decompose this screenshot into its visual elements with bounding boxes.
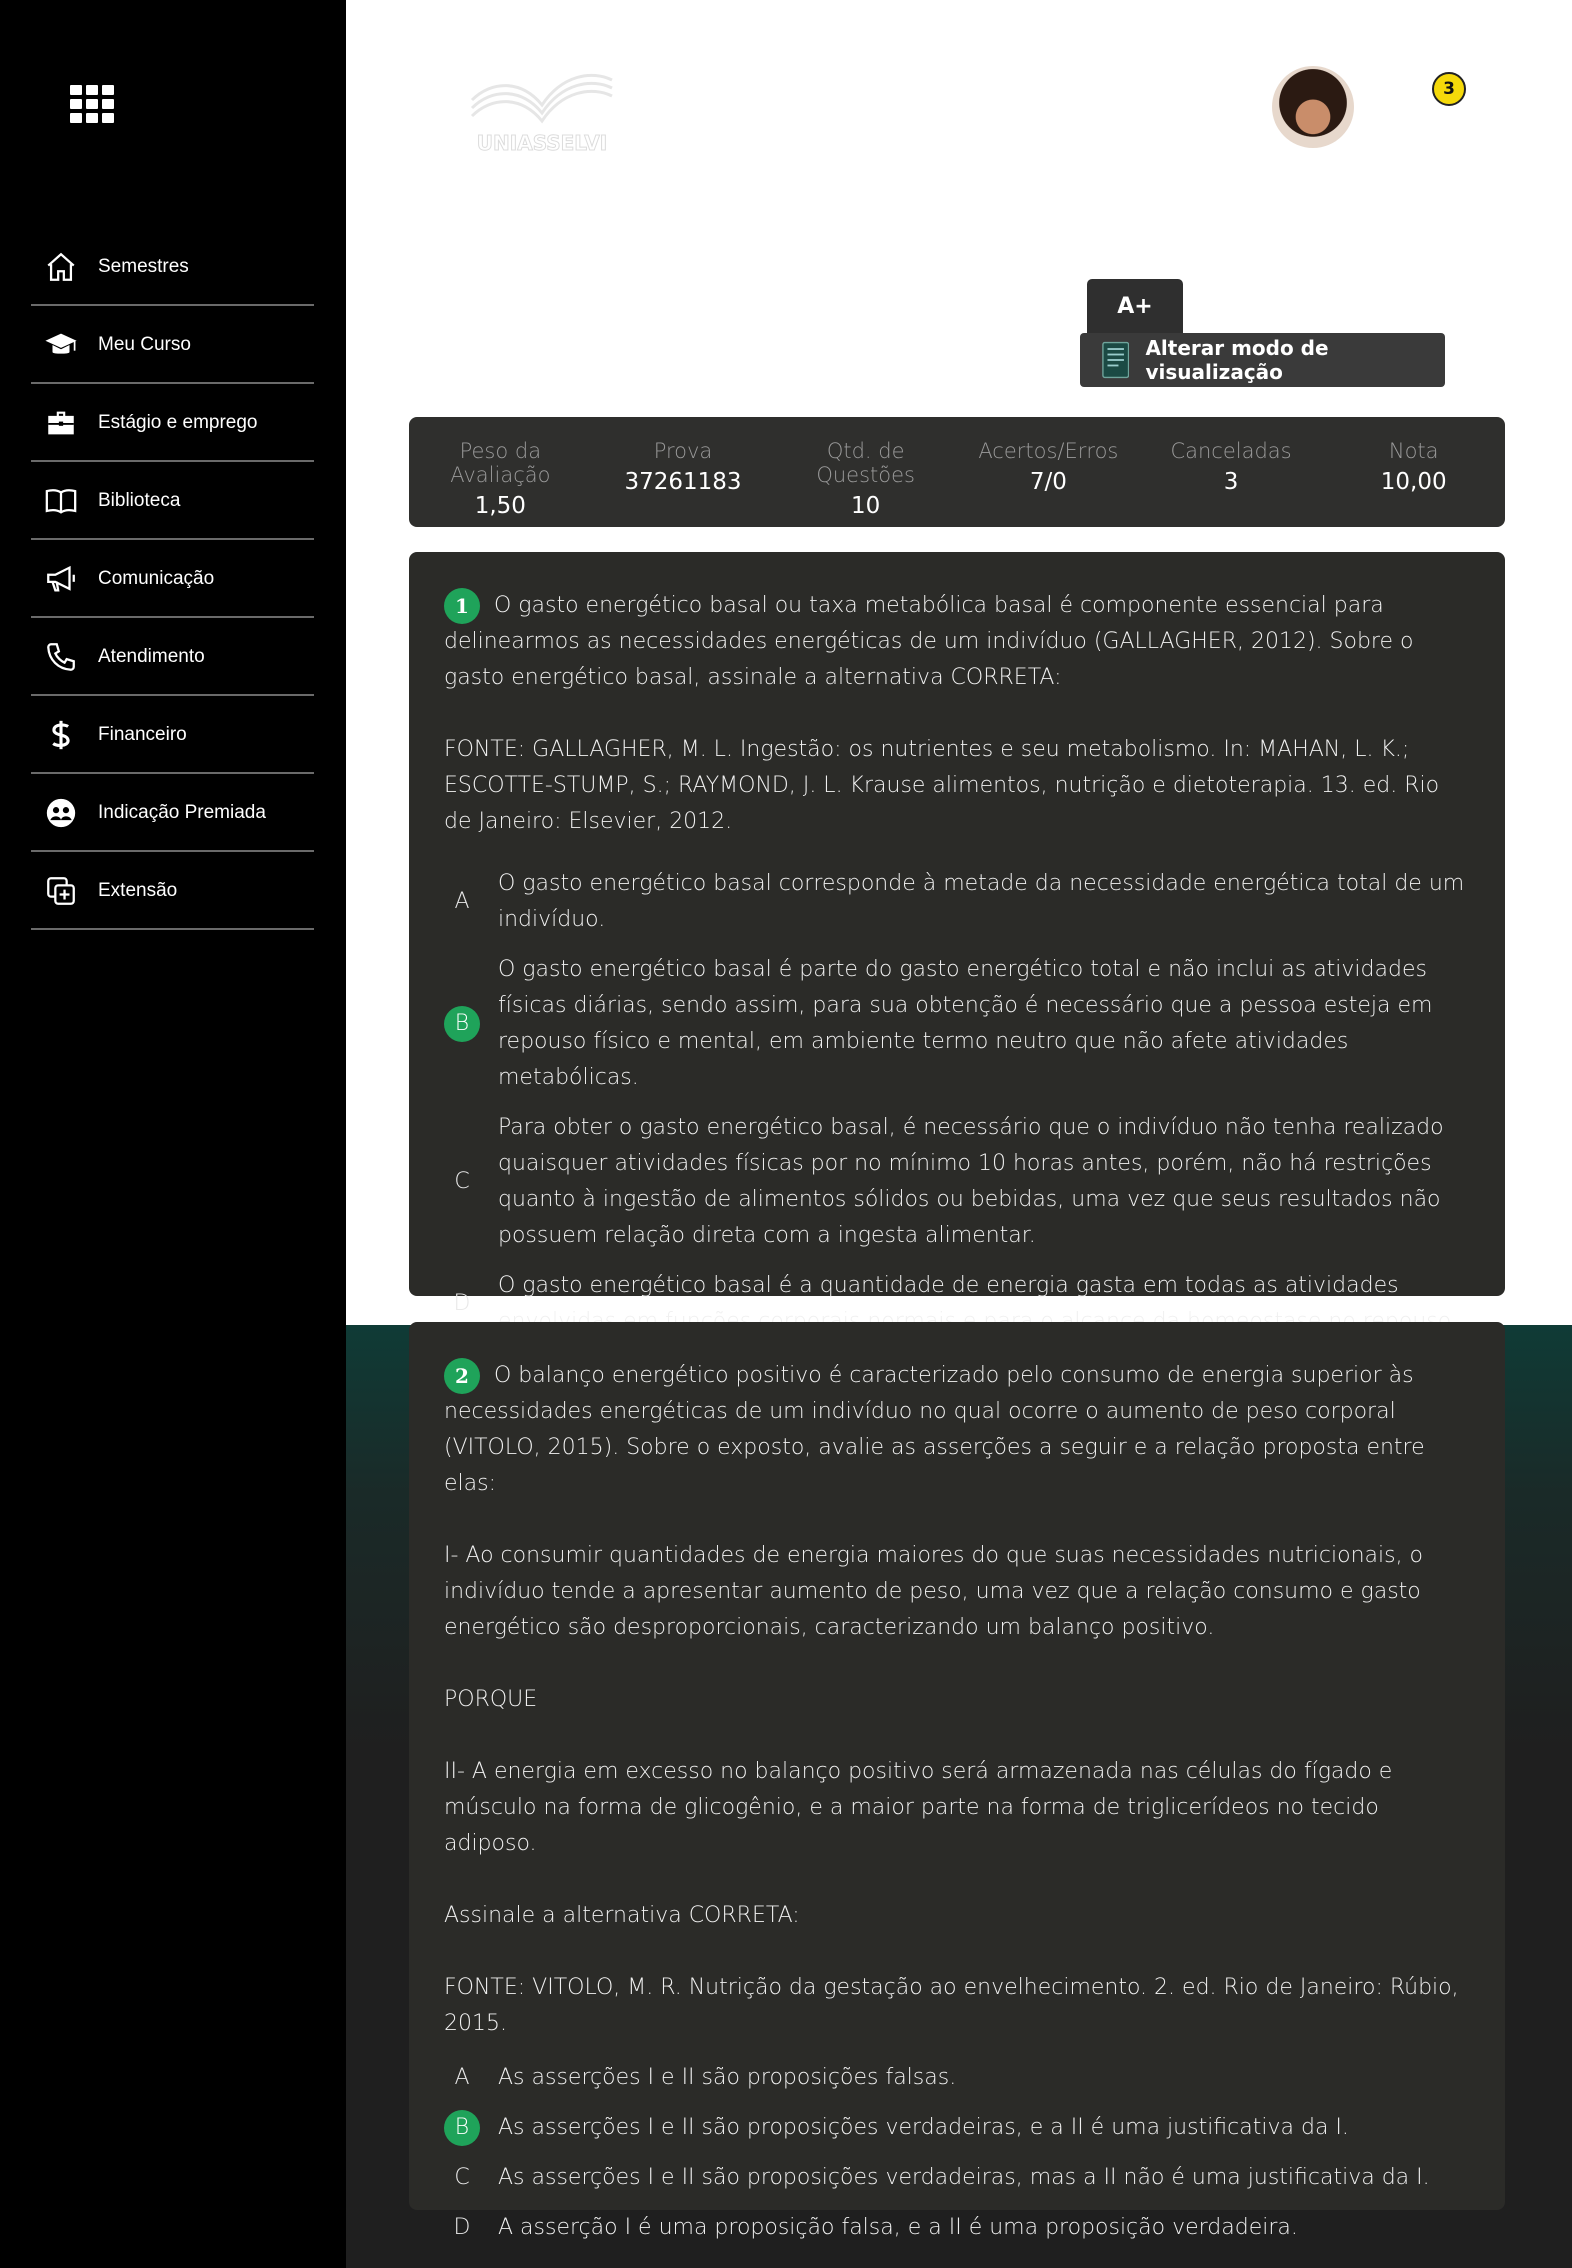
option-text: A asserção I é uma proposição falsa, e a II é uma proposição verdadeira. bbox=[498, 2215, 1298, 2240]
users-icon bbox=[43, 795, 79, 831]
megaphone-icon bbox=[43, 561, 79, 597]
notification-badge[interactable]: 3 bbox=[1432, 72, 1466, 106]
sidebar-item-financeiro[interactable] bbox=[31, 698, 314, 774]
phone-icon bbox=[43, 639, 79, 675]
sidebar-item-label: Biblioteca bbox=[98, 490, 181, 511]
graduation-cap-icon bbox=[43, 327, 79, 363]
option-text: O gasto energético basal é parte do gasto energético total e não inclui as atividades físicas diárias, sendo assim, para sua obtenção é necessário que a pessoa esteja em repouso físico e mental, em ambiente termo neutro que não afete atividades metabólicas. bbox=[498, 957, 1433, 1090]
sidebar-item-label: Atendimento bbox=[98, 646, 205, 667]
dollar-icon bbox=[43, 717, 79, 753]
option-letter-correct: B bbox=[444, 1006, 480, 1042]
apps-grid-icon[interactable] bbox=[70, 85, 118, 125]
briefcase-icon bbox=[43, 405, 79, 441]
sidebar-item-label: Estágio e emprego bbox=[98, 412, 258, 433]
option-c[interactable] bbox=[444, 2160, 1470, 2196]
option-d[interactable] bbox=[444, 2210, 1470, 2246]
option-letter-correct: B bbox=[444, 2110, 480, 2146]
summary-cancelled: Canceladas 3 bbox=[1170, 439, 1292, 495]
option-letter: D bbox=[453, 2215, 471, 2240]
option-letter: C bbox=[454, 1169, 470, 1194]
sidebar-item-biblioteca[interactable] bbox=[31, 464, 314, 540]
option-text: As asserções I e II são proposições falsas. bbox=[498, 2065, 957, 2090]
question-number-badge: 1 bbox=[444, 588, 480, 624]
option-text: Para obter o gasto energético basal, é necessário que o indivíduo não tenha realizado quaisquer atividades físicas por no mínimo 10 horas antes, porém, não há restrições quanto à ingestão de alimentos sólidos ou bebidas, uma vez que seus resultados não possuem relação direta com a ingesta alimentar. bbox=[498, 1115, 1444, 1248]
question-card-1 bbox=[409, 552, 1505, 1316]
add-document-icon bbox=[43, 873, 79, 909]
sidebar bbox=[0, 0, 346, 2268]
sidebar-item-label: Comunicação bbox=[98, 568, 215, 589]
option-letter: D bbox=[453, 1291, 471, 1316]
assertion-1: I- Ao consumir quantidades de energia maiores do que suas necessidades nutricionais, o indivíduo tende a apresentar aumento de peso, uma vez que a relação consumo e gasto energético são desproporcionais, caracterizando um balanço positivo. bbox=[444, 1543, 1424, 1640]
option-letter: A bbox=[454, 2065, 470, 2090]
question-number-badge: 2 bbox=[444, 1358, 480, 1394]
home-icon bbox=[43, 249, 79, 285]
sidebar-item-label: Extensão bbox=[98, 880, 178, 901]
summary-grade: Nota 10,00 bbox=[1380, 439, 1447, 495]
option-c[interactable] bbox=[444, 1110, 1470, 1254]
exam-summary-bar bbox=[409, 417, 1505, 527]
assertion-2: II- A energia em excesso no balanço positivo será armazenada nas células do fígado e músculo na forma de glicogênio, e a maior parte na forma de triglicerídeos no tecido adiposo. bbox=[444, 1759, 1393, 1856]
option-b[interactable] bbox=[444, 952, 1470, 1096]
option-text: O gasto energético basal corresponde à metade da necessidade energética total de um indivíduo. bbox=[498, 871, 1465, 932]
logo-text: UNIASSELVI bbox=[476, 131, 608, 155]
sidebar-nav bbox=[31, 230, 314, 930]
sidebar-item-label: Indicação Premiada bbox=[98, 802, 266, 823]
sidebar-item-meu-curso[interactable] bbox=[31, 308, 314, 384]
sidebar-item-label: Meu Curso bbox=[98, 334, 191, 355]
sidebar-item-label: Semestres bbox=[98, 256, 189, 277]
option-text: As asserções I e II são proposições verdadeiras, e a II é uma justificativa da I. bbox=[498, 2115, 1349, 2140]
option-text: O gasto energético basal é a quantidade de energia gasta em todas as atividades bbox=[498, 1273, 1399, 1298]
assertion-connector: PORQUE bbox=[444, 1687, 538, 1712]
increase-font-button[interactable]: A+ bbox=[1087, 279, 1183, 333]
option-letter: A bbox=[454, 889, 470, 914]
option-letter: C bbox=[454, 2165, 470, 2190]
book-icon bbox=[43, 483, 79, 519]
option-a[interactable] bbox=[444, 866, 1470, 938]
user-avatar[interactable] bbox=[1272, 66, 1354, 148]
question-source: FONTE: VITOLO, M. R. Nutrição da gestação ao envelhecimento. 2. ed. Rio de Janeiro: Rúbio, 2015. bbox=[444, 1975, 1459, 2036]
sidebar-item-semestres[interactable] bbox=[31, 230, 314, 306]
uniasselvi-logo bbox=[462, 60, 622, 160]
question-instruction: Assinale a alternativa CORRETA: bbox=[444, 1903, 800, 1928]
sidebar-item-estagio[interactable] bbox=[31, 386, 314, 462]
question-statement: 1 O gasto energético basal ou taxa metabólica basal é componente essencial para delinearmos as necessidades energéticas de um indivíduo (GALLAGHER, 2012). Sobre o gasto energético basal, assinale a alternativa CORRETA: bbox=[444, 588, 1470, 696]
question-card-2 bbox=[409, 1322, 1505, 2240]
sidebar-item-comunicacao[interactable] bbox=[31, 542, 314, 618]
option-b[interactable] bbox=[444, 2110, 1470, 2146]
question-statement: 2 O balanço energético positivo é caracterizado pelo consumo de energia superior às necessidades energéticas de um indivíduo no qual ocorre o aumento de peso corporal (VITOLO, 2015). Sobre o exposto, avalie as asserções a seguir e a relação proposta entre elas: bbox=[444, 1358, 1470, 1502]
summary-weight: Peso da Avaliação 1,50 bbox=[450, 439, 551, 519]
option-a[interactable] bbox=[444, 2060, 1470, 2096]
document-icon bbox=[1102, 340, 1129, 380]
sidebar-item-indicacao[interactable] bbox=[31, 776, 314, 852]
option-text: As asserções I e II são proposições verdadeiras, mas a II não é uma justificativa da I. bbox=[498, 2165, 1430, 2190]
view-mode-label: Alterar modo de visualização bbox=[1145, 336, 1329, 384]
summary-exam-id: Prova 37261183 bbox=[624, 439, 742, 495]
question-source: FONTE: GALLAGHER, M. L. Ingestão: os nutrientes e seu metabolismo. In: MAHAN, L. K.; ESCOTTE-STUMP, S.; RAYMOND, J. L. Krause alimentos, nutrição e dietoterapia. 13. ed. Rio de Janeiro: Elsevier, 2012. bbox=[444, 737, 1440, 834]
sidebar-item-label: Financeiro bbox=[98, 724, 187, 745]
sidebar-item-extensao[interactable] bbox=[31, 854, 314, 930]
summary-hits-errors: Acertos/Erros 7/0 bbox=[978, 439, 1119, 495]
change-view-mode-button[interactable] bbox=[1080, 333, 1445, 387]
sidebar-item-atendimento[interactable] bbox=[31, 620, 314, 696]
summary-question-count: Qtd. de Questões 10 bbox=[816, 439, 915, 519]
